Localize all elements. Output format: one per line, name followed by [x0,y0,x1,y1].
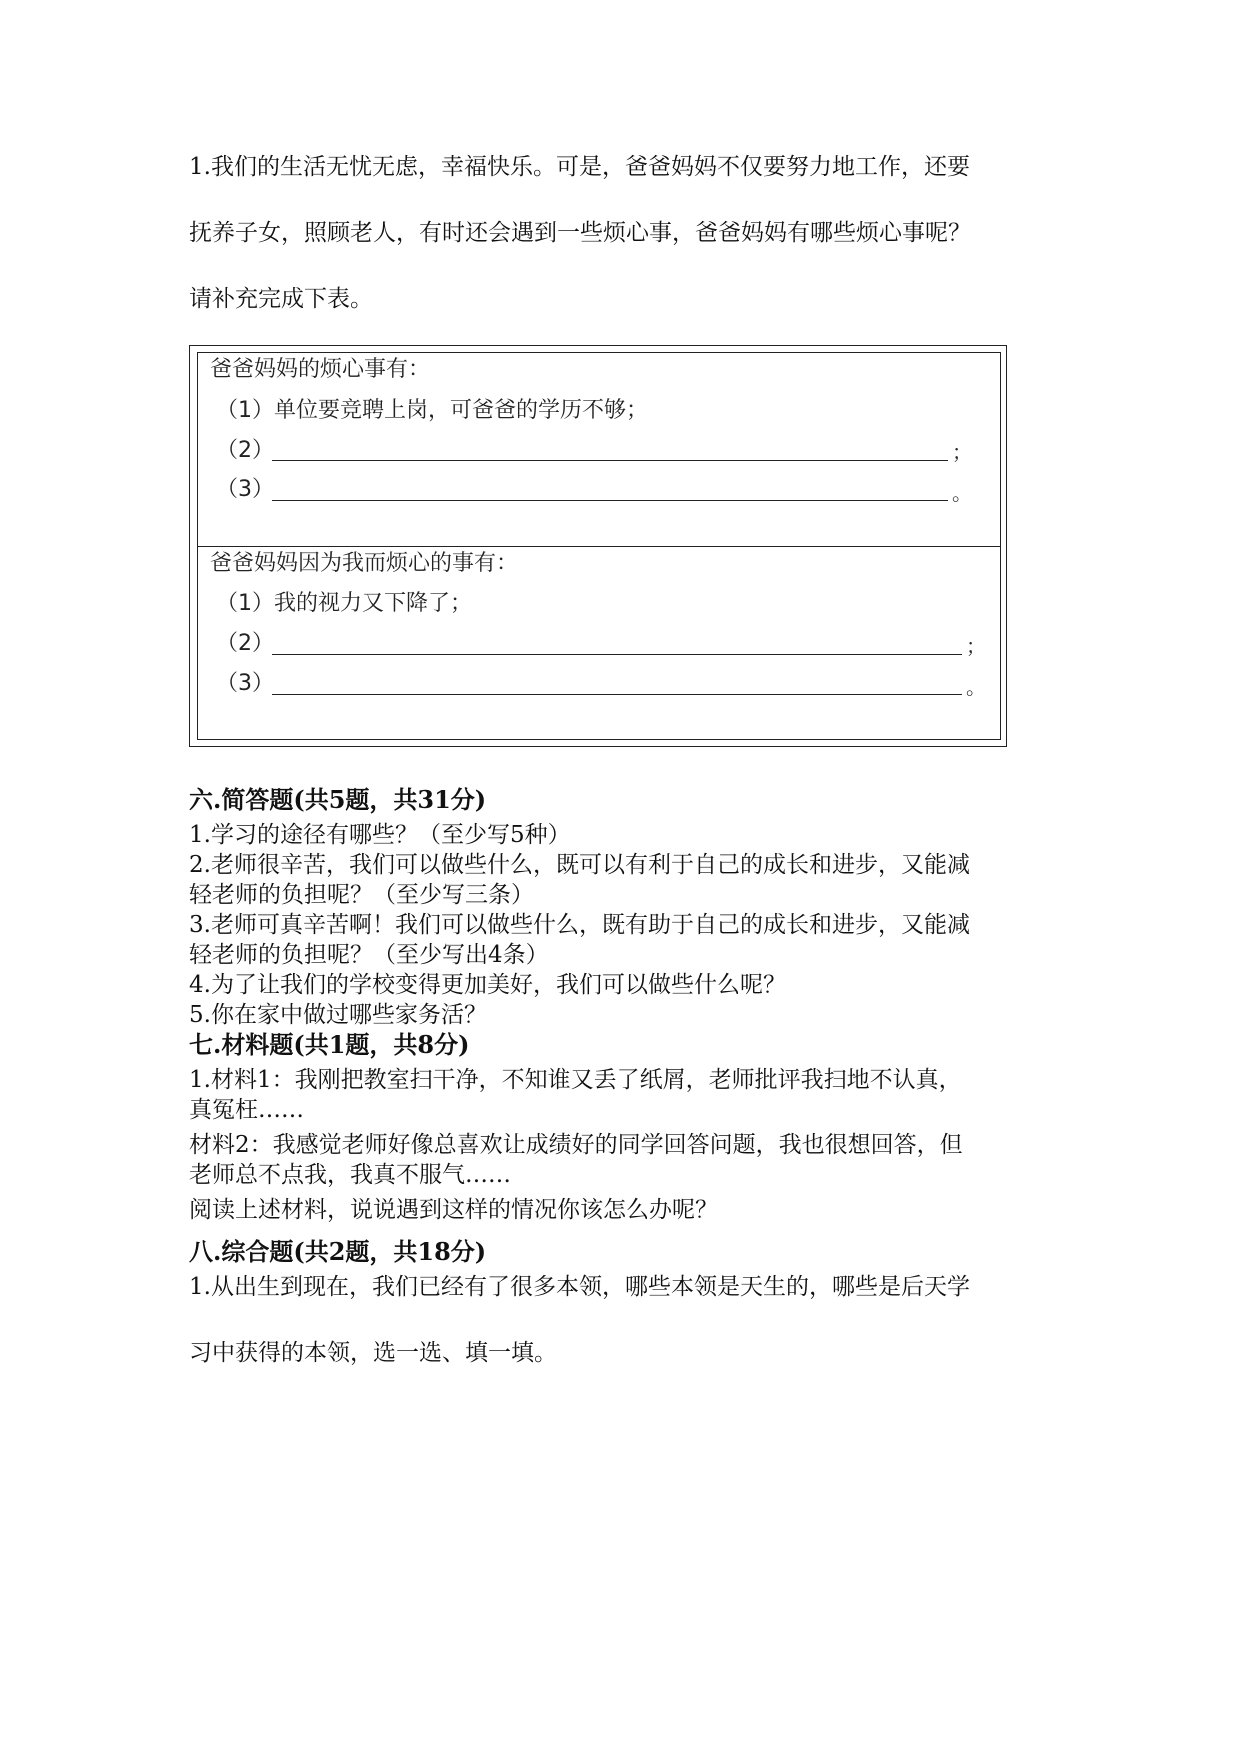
question-text: 3.老师可真辛苦啊！我们可以做些什么，既有助于自己的成长和进步，又能减 [189,912,970,938]
table-section-title: 爸爸妈妈的烦心事有： [210,357,431,382]
question-text: 1.我们的生活无忧无虑，幸福快乐。可是，爸爸妈妈不仅要努力地工作，还要 [189,154,970,180]
question-text: 5.你在家中做过哪些家务活？ [189,1002,487,1028]
table-item-end-punct: ； [966,634,986,658]
material-text: 老师总不点我，我真不服气…… [189,1162,511,1188]
question-text: 阅读上述材料，说说遇到这样的情况你该怎么办呢？ [189,1197,718,1223]
table-item-given: （1）我的视力又下降了； [216,591,472,616]
material-text: 真冤枉…… [189,1097,304,1123]
fill-in-blank[interactable] [272,654,962,655]
question-text: 轻老师的负担呢？（至少写出4条） [189,942,549,968]
question-text: 1.学习的途径有哪些？（至少写5种） [189,822,571,848]
table-item-label: （2） [216,631,274,656]
table-section-title: 爸爸妈妈因为我而烦心的事有： [210,551,519,576]
section-heading: 六.简答题(共5题，共31分) [189,785,487,814]
table-item-end-punct: 。 [966,675,986,699]
question-text: 抚养子女，照顾老人，有时还会遇到一些烦心事，爸爸妈妈有哪些烦心事呢？ [189,220,971,246]
section-heading: 七.材料题(共1题，共8分) [189,1030,470,1059]
question-text: 请补充完成下表。 [189,286,373,312]
table-item-end-punct: ； [952,440,972,464]
table-item-label: （2） [216,438,274,463]
question-text: 4.为了让我们的学校变得更加美好，我们可以做些什么呢？ [189,972,786,998]
material-text: 1.材料1：我刚把教室扫干净，不知谁又丢了纸屑，老师批评我扫地不认真， [189,1067,962,1093]
question-text: 习中获得的本领，选一选、填一填。 [189,1340,557,1366]
question-text: 轻老师的负担呢？（至少写三条） [189,882,534,908]
answer-table-divider [197,546,1001,547]
section-heading: 八.综合题(共2题，共18分) [189,1237,487,1266]
table-item-end-punct: 。 [952,481,972,505]
fill-in-blank[interactable] [272,460,948,461]
table-item-given: （1）单位要竞聘上岗，可爸爸的学历不够； [216,398,648,423]
material-text: 材料2：我感觉老师好像总喜欢让成绩好的同学回答问题，我也很想回答，但 [189,1132,963,1158]
question-text: 1.从出生到现在，我们已经有了很多本领，哪些本领是天生的，哪些是后天学 [189,1274,970,1300]
table-item-label: （3） [216,477,274,502]
fill-in-blank[interactable] [272,500,948,501]
fill-in-blank[interactable] [272,694,962,695]
question-text: 2.老师很辛苦，我们可以做些什么，既可以有利于自己的成长和进步，又能减 [189,852,970,878]
table-item-label: （3） [216,671,274,696]
